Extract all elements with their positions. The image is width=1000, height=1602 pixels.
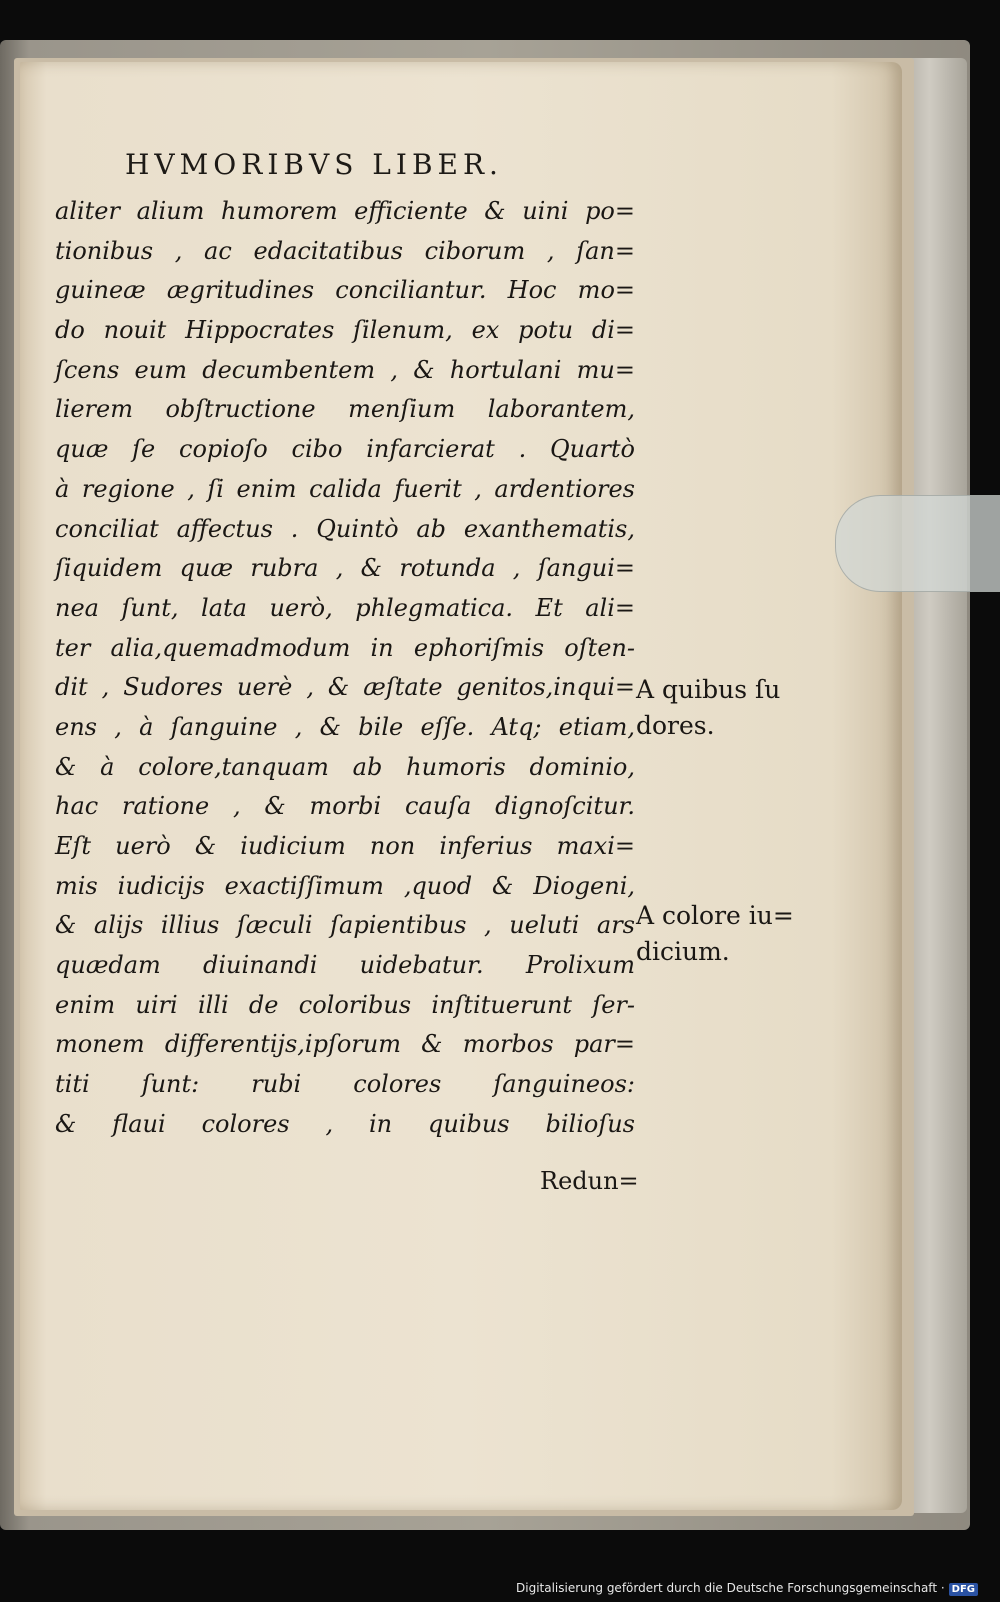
text-line: ens , à ſanguine , & bile eſſe. Atq; etiam,	[55, 712, 635, 741]
book-board-edge	[905, 58, 967, 1513]
text-line: à regione , ſi enim calida fuerit , ardentiores	[55, 474, 635, 503]
text-line: ſcens eum decumbentem , & hortulani mu=	[55, 355, 635, 384]
text-line: conciliat affectus . Quintò ab exanthematis,	[55, 514, 635, 543]
text-line: monem differentijs,ipſorum & morbos par=	[55, 1030, 635, 1059]
text-line: do nouit Hippocrates ſilenum, ex potu di=	[55, 316, 635, 345]
text-line: ter alia,quemadmodum in ephoriſmis oſten-	[55, 633, 635, 662]
text-line: Eſt uerò & iudicium non inferius maxi=	[55, 832, 635, 860]
digitization-credit	[516, 1581, 978, 1596]
text-line: lierem obſtructione menſium laborantem,	[55, 395, 635, 424]
body-text	[55, 192, 635, 1145]
text-line: hac ratione , & morbi cauſa dignoſcitur.	[55, 792, 635, 821]
text-line: mis iudicijs exactiſſimum ,quod & Diogeni,	[55, 871, 635, 900]
catchword: Redun=	[540, 1167, 639, 1195]
margin-note-line: A quibus ſu	[636, 675, 781, 704]
margin-note-sudores	[636, 672, 780, 744]
text-line: & flaui colores , in quibus bilioſus	[55, 1109, 635, 1138]
text-line: ſiquidem quæ rubra , & rotunda , ſangui=	[55, 554, 635, 583]
text-line: aliter alium humorem efficiente & uini po=	[55, 197, 635, 225]
text-line: titi ſunt: rubi colores ſanguineos:	[55, 1070, 635, 1099]
text-line: quæ ſe copioſo cibo infarcierat . Quartò	[55, 435, 635, 464]
text-line: quædam diuinandi uidebatur. Prolixum	[55, 951, 635, 980]
text-line: dit , Sudores uerè , & æſtate genitos,inqui=	[55, 673, 635, 702]
margin-note-colore	[636, 898, 794, 970]
credit-text: Digitalisierung gefördert durch die Deutsche Forschungsgemeinschaft ·	[516, 1581, 945, 1595]
margin-note-line: A colore iu=	[636, 901, 794, 930]
margin-note-line: dicium.	[636, 937, 730, 966]
text-line: & à colore,tanquam ab humoris dominio,	[55, 752, 635, 781]
page-clip	[835, 495, 1000, 592]
text-line: nea ſunt, lata uerò, phlegmatica. Et ali=	[55, 593, 635, 622]
running-header: HVMORIBVS LIBER.	[125, 148, 503, 181]
dfg-logo: DFG	[949, 1583, 978, 1596]
margin-note-line: dores.	[636, 711, 715, 740]
text-line: & alijs illius ſæculi ſapientibus , ueluti ars	[55, 911, 635, 940]
text-line: enim uiri illi de coloribus inſtituerunt ſer-	[55, 990, 635, 1019]
text-line: guineæ ægritudines conciliantur. Hoc mo=	[55, 276, 635, 305]
text-line: tionibus , ac edacitatibus ciborum , ſan=	[55, 236, 635, 265]
